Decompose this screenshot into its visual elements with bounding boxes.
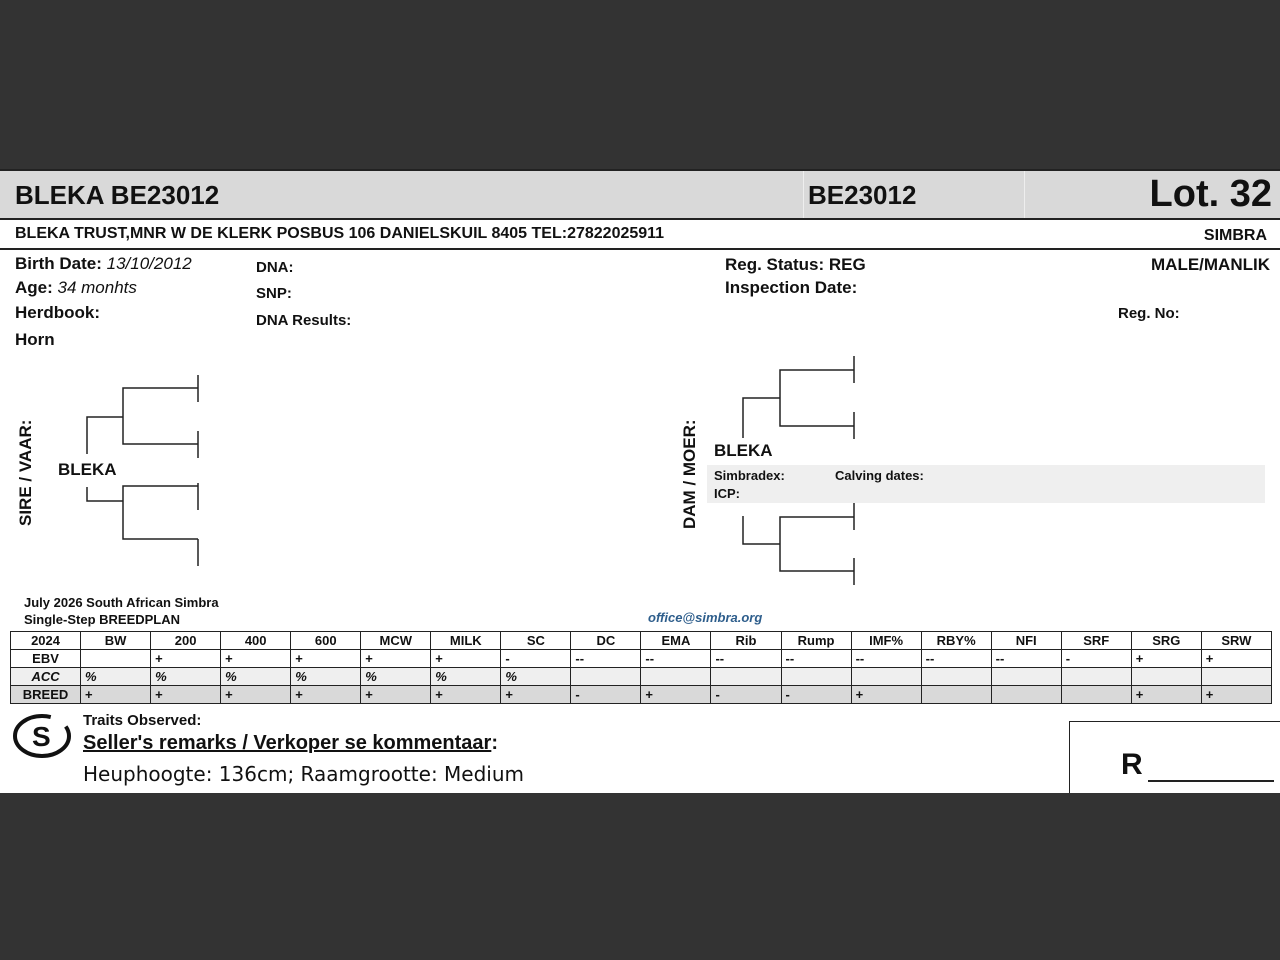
acc-cell [1201, 668, 1271, 686]
traits-observed-label: Traits Observed: [83, 712, 202, 729]
ebv-label-cell: EBV [11, 650, 81, 668]
office-email-link[interactable]: office@simbra.org [648, 610, 763, 625]
ebv-cell: -- [711, 650, 781, 668]
dam-info-band [707, 465, 1265, 503]
logo-letter: S [32, 721, 51, 752]
ebv-cell: -- [991, 650, 1061, 668]
ebv-header-cell: SRF [1061, 632, 1131, 650]
breed-cell: + [361, 686, 431, 704]
price-box [1069, 721, 1280, 793]
ebv-header-cell: 600 [291, 632, 361, 650]
horn-label: Horn [15, 330, 55, 349]
acc-cell: % [431, 668, 501, 686]
dam-upper-branch [743, 356, 854, 439]
simbradex-label: Simbradex: [714, 468, 785, 483]
breed-cell [991, 686, 1061, 704]
ebv-cell: + [291, 650, 361, 668]
ebv-cell: + [1131, 650, 1201, 668]
acc-cell: % [221, 668, 291, 686]
acc-cell [1061, 668, 1131, 686]
owner-details: BLEKA TRUST,MNR W DE KLERK POSBUS 106 DANIELSKUIL 8405 TEL:27822025911 [15, 225, 665, 242]
ebv-cell: + [221, 650, 291, 668]
ebv-header-row [11, 632, 1272, 650]
acc-cell [991, 668, 1061, 686]
price-line [1148, 780, 1274, 782]
ebv-header-cell: Rump [781, 632, 851, 650]
breed-cell: + [151, 686, 221, 704]
ebv-header-cell: RBY% [921, 632, 991, 650]
acc-cell [571, 668, 641, 686]
breed-cell: + [641, 686, 711, 704]
ebv-header-cell: Rib [711, 632, 781, 650]
age-value: 34 monhts [57, 278, 137, 297]
remarks-text: Heuphoogte: 136cm; Raamgrootte: Medium [83, 762, 525, 786]
dam-lower-branch [743, 503, 854, 585]
breed-cell: + [81, 686, 151, 704]
ebv-header-cell: SRW [1201, 632, 1271, 650]
ebv-cell: - [1061, 650, 1131, 668]
ebv-cell: + [361, 650, 431, 668]
price-prefix: R [1121, 748, 1143, 781]
ebv-cell: -- [641, 650, 711, 668]
sire-lower-branch [87, 483, 198, 566]
breed-cell: - [711, 686, 781, 704]
breed-cell: - [571, 686, 641, 704]
ebv-table [10, 631, 1272, 704]
dna-results-label: DNA Results: [256, 312, 352, 329]
acc-cell [1131, 668, 1201, 686]
acc-cell [781, 668, 851, 686]
ebv-cell: + [151, 650, 221, 668]
breed-cell [1061, 686, 1131, 704]
ebv-cell: + [431, 650, 501, 668]
acc-cell: % [151, 668, 221, 686]
dam-label: DAM / MOER: [680, 419, 699, 529]
acc-label-cell: ACC [11, 668, 81, 686]
sire-upper-branch [87, 375, 198, 458]
acc-cell [641, 668, 711, 686]
icp-label: ICP: [714, 486, 740, 501]
animal-name: BLEKA BE23012 [15, 180, 220, 210]
ebv-header-cell: MCW [361, 632, 431, 650]
acc-cell [921, 668, 991, 686]
ebv-cell: -- [921, 650, 991, 668]
acc-cell: % [501, 668, 571, 686]
ebv-header-cell: IMF% [851, 632, 921, 650]
breed-cell: + [1201, 686, 1271, 704]
sex: MALE/MANLIK [1151, 255, 1270, 274]
breed-name: SIMBRA [1203, 227, 1267, 244]
breed-cell: + [431, 686, 501, 704]
ebv-header-cell: SRG [1131, 632, 1201, 650]
acc-cell: % [81, 668, 151, 686]
breedplan-line2: Single-Step BREEDPLAN [24, 612, 181, 627]
ebv-header-cell: 400 [221, 632, 291, 650]
acc-cell: % [291, 668, 361, 686]
ebv-cell: -- [571, 650, 641, 668]
acc-cell [851, 668, 921, 686]
breed-cell: + [221, 686, 291, 704]
ebv-cell: + [1201, 650, 1271, 668]
ebv-header-cell: NFI [991, 632, 1061, 650]
breed-cell [921, 686, 991, 704]
breed-cell: + [501, 686, 571, 704]
animal-id: BE23012 [808, 180, 917, 210]
ebv-cell: -- [851, 650, 921, 668]
acc-cell [711, 668, 781, 686]
ebv-header-cell: MILK [431, 632, 501, 650]
herdbook-label: Herdbook: [15, 303, 100, 322]
remarks-heading [83, 732, 498, 755]
reg-status: Reg. Status: REG [725, 255, 866, 274]
breed-cell: + [291, 686, 361, 704]
ebv-header-cell: BW [81, 632, 151, 650]
sire-label: SIRE / VAAR: [16, 419, 35, 526]
birth-date-label: Birth Date: [15, 254, 102, 273]
ebv-header-cell: 200 [151, 632, 221, 650]
inspection-date-label: Inspection Date: [725, 278, 858, 297]
simbra-logo-icon [12, 711, 74, 761]
breed-values-row [11, 686, 1272, 704]
acc-cell: % [361, 668, 431, 686]
ebv-header-cell: SC [501, 632, 571, 650]
ebv-header-label-cell: 2024 [11, 632, 81, 650]
ebv-header-cell: DC [571, 632, 641, 650]
ebv-cell [81, 650, 151, 668]
breed-label-cell: BREED [11, 686, 81, 704]
lot-number: Lot. 32 [1149, 173, 1272, 215]
acc-values-row [11, 668, 1272, 686]
reg-no-label: Reg. No: [1118, 305, 1180, 322]
age-label: Age: [15, 278, 53, 297]
lot-card [0, 169, 1280, 793]
breed-cell: + [1131, 686, 1201, 704]
breed-cell: - [781, 686, 851, 704]
remarks-heading-colon: : [491, 732, 499, 754]
birth-date-value: 13/10/2012 [106, 254, 192, 273]
remarks-heading-text: Seller's remarks / Verkoper se kommentaar [83, 732, 492, 754]
dna-label: DNA: [256, 259, 294, 276]
breedplan-line1: July 2026 South African Simbra [24, 595, 219, 610]
snp-label: SNP: [256, 285, 292, 302]
breed-cell: + [851, 686, 921, 704]
ebv-values-row [11, 650, 1272, 668]
ebv-cell: -- [781, 650, 851, 668]
sire-name: BLEKA [58, 460, 117, 479]
ebv-header-cell: EMA [641, 632, 711, 650]
calving-dates-label: Calving dates: [835, 468, 924, 483]
dam-name: BLEKA [714, 441, 773, 460]
ebv-cell: - [501, 650, 571, 668]
